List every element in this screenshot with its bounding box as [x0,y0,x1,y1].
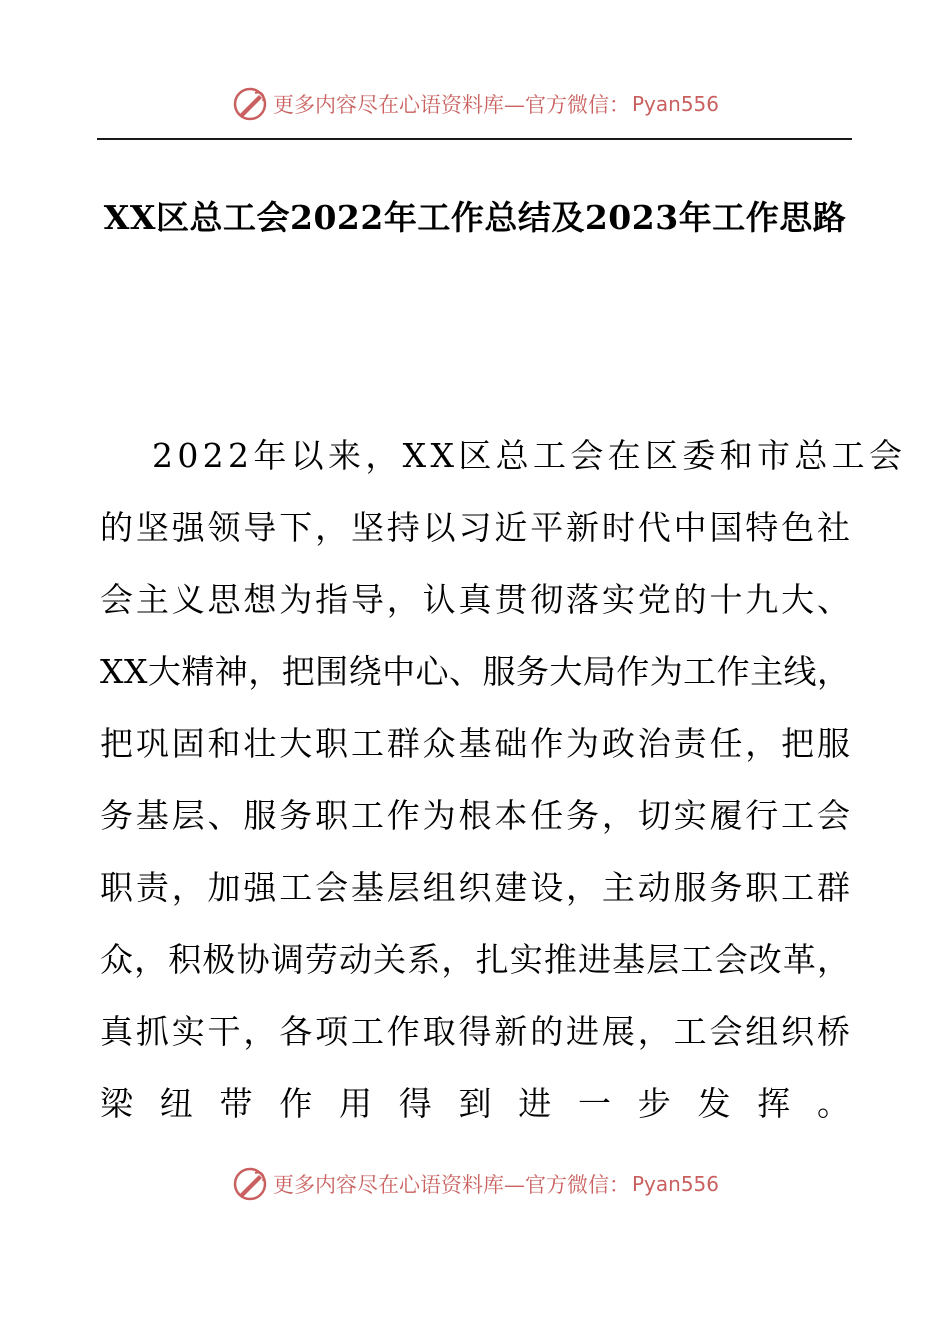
footer-watermark-text: 更多内容尽在心语资料库—官方微信： [272,1173,630,1197]
paragraph-line: XX大精神，把围绕中心、服务大局作为工作主线， [100,652,851,691]
paragraph-line: 梁纽带作用得到进一步发挥。 [100,1084,877,1123]
document-paragraph [100,420,907,1140]
paragraph-line: 职责，加强工会基层组织建设，主动服务职工群 [100,868,853,907]
header-divider [97,138,852,140]
paragraph-line: 2022年以来，XX区总工会在区委和市总工会 [152,436,907,475]
document-title: XX区总工会2022年工作总结及2023年工作思路 [103,198,847,237]
paragraph-line: 的坚强领导下，坚持以习近平新时代中国特色社 [100,508,853,547]
header-watermark-id: Pyan556 [631,92,719,116]
paragraph-line: 会主义思想为指导，认真贯彻落实党的十九大、 [100,580,853,619]
pen-circle-logo-icon [231,1165,269,1203]
header-watermark-banner [0,84,950,124]
footer-watermark-banner [0,1164,950,1204]
paragraph-line: 众，积极协调劳动关系，扎实推进基层工会改革， [100,940,852,979]
paragraph-line: 真抓实干，各项工作取得新的进展，工会组织桥 [100,1012,853,1051]
footer-watermark-id: Pyan556 [631,1172,719,1196]
pen-circle-logo-icon [231,85,269,123]
header-watermark-text: 更多内容尽在心语资料库—官方微信： [272,93,630,117]
paragraph-line: 务基层、服务职工作为根本任务，切实履行工会 [100,796,853,835]
paragraph-line: 把巩固和壮大职工群众基础作为政治责任，把服 [100,724,853,763]
